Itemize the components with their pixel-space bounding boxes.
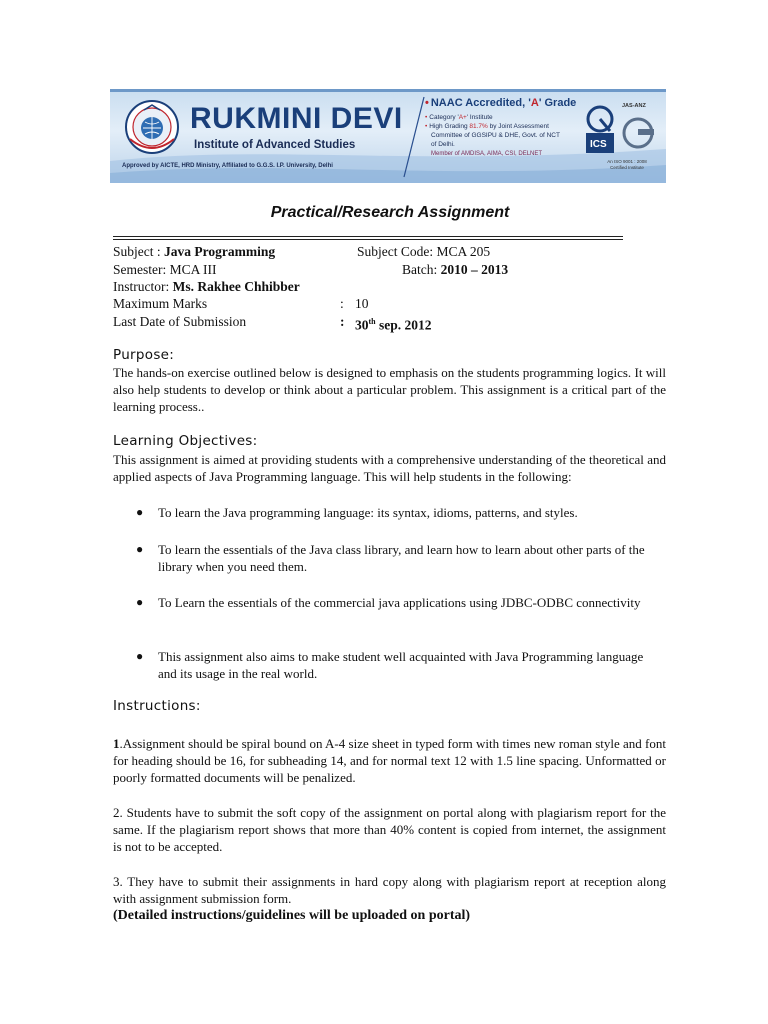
institution-subtitle: Institute of Advanced Studies xyxy=(194,139,356,151)
list-item-text: To Learn the essentials of the commercial java applications using JDBC-ODBC connectivity xyxy=(158,595,641,610)
instructor-value: Ms. Rakhee Chhibber xyxy=(172,279,300,294)
semester-value: MCA III xyxy=(169,262,217,277)
grading-suffix: by Joint Assessment xyxy=(487,123,549,130)
instructor-label: Instructor: xyxy=(113,279,173,294)
objectives-heading: Learning Objectives: xyxy=(113,433,258,449)
list-item-text: To learn the essentials of the Java class library, and learn how to learn about other parts of the library when you need them. xyxy=(158,542,645,574)
instructions-heading: Instructions: xyxy=(113,698,201,714)
grading-percent: 81.7% xyxy=(469,123,488,130)
member-line: Member of AMDISA, AIMA, CSI, DELNET xyxy=(431,151,543,157)
naac-grade: A xyxy=(530,97,539,109)
batch-row xyxy=(402,262,508,278)
semester-label: Semester: xyxy=(113,262,170,277)
purpose-heading: Purpose: xyxy=(113,347,175,363)
last-date-rest: sep. 2012 xyxy=(375,317,432,333)
subject-code-label: Subject Code: xyxy=(357,244,437,259)
subject-row xyxy=(113,244,275,260)
institution-banner xyxy=(110,89,666,183)
iso-line-1: An ISO 9001 : 2008 xyxy=(607,159,647,164)
category-prefix: Category ' xyxy=(429,114,459,121)
naac-accreditation xyxy=(425,97,585,109)
last-date-label: Last Date of Submission xyxy=(113,314,247,329)
document-title: Practical/Research Assignment xyxy=(270,204,510,221)
subject-code-row xyxy=(357,244,490,260)
last-date-sep xyxy=(340,314,345,330)
naac-suffix: ' Grade xyxy=(538,97,577,109)
accreditation-block xyxy=(425,97,585,157)
bullet-icon: ● xyxy=(136,595,144,609)
last-date-suffix: th xyxy=(368,317,376,326)
last-date-value xyxy=(355,314,432,334)
subject-value: Java Programming xyxy=(164,244,276,259)
max-marks-value: 10 xyxy=(355,296,369,311)
category-grade: A+ xyxy=(458,114,467,121)
college-seal-icon xyxy=(124,99,180,155)
instruction-item-2: 2. Students have to submit the soft copy of the assignment on portal along with plagiarism report for the same. If the plagiarism report shows that more than 40% content is copied from internet, the assignment is not to be accepted. xyxy=(113,805,666,855)
semester-row xyxy=(113,262,217,278)
grading-line-3: of Delhi. xyxy=(431,141,455,148)
instruction-item-3: 3. They have to submit their assignments in hard copy along with plagiarism report at reception along with assignment submission form. xyxy=(113,874,666,907)
detailed-instructions-note: (Detailed instructions/guidelines will be uploaded on portal) xyxy=(113,908,471,923)
institution-name: RUKMINI DEVI xyxy=(190,102,403,135)
bullet-icon: • xyxy=(425,123,428,130)
bullet-icon: ● xyxy=(136,649,144,663)
purpose-text: The hands-on exercise outlined below is designed to emphasis on the students programming logics. It will also help students to develop or think about a particular problem. This assignment is a critical part of the learning process.. xyxy=(113,365,666,415)
grading-line-2: Committee of GGSIPU & DHE, Govt. of NCT xyxy=(431,132,560,139)
instruction-item-1 xyxy=(113,735,666,787)
bullet-icon: ● xyxy=(136,505,144,519)
naac-prefix: NAAC Accredited, ' xyxy=(430,97,531,109)
list-item-text: This assignment also aims to make student well acquainted with Java Programming language and its usage in the real world. xyxy=(158,649,644,681)
title-rule-bottom xyxy=(113,239,623,240)
approval-line: Approved by AICTE, HRD Ministry, Affiliated to G.G.S. I.P. University, Delhi xyxy=(122,163,333,169)
instructor-row xyxy=(113,279,300,295)
max-marks-sep: : xyxy=(340,296,344,311)
last-date-colon: : xyxy=(340,314,345,329)
category-line xyxy=(425,113,585,122)
last-date-day: 30 xyxy=(355,317,369,333)
batch-value: 2010 – 2013 xyxy=(440,262,509,277)
bullet-icon: • xyxy=(425,97,429,109)
max-marks-label: Maximum Marks xyxy=(113,296,208,311)
ics-label: ICS xyxy=(590,139,607,150)
instruction-1-text: .Assignment should be spiral bound on A-4 size sheet in typed form with times new roman style and font for heading should be 16, for subheading 14, and for normal text 12 with 1.5 line spacing. Unformatted or poorly formatted documents will be penalized. xyxy=(113,736,666,786)
subject-code-value: MCA 205 xyxy=(436,244,491,259)
jas-anz-logo-icon xyxy=(586,103,660,159)
category-suffix: ' Institute xyxy=(466,114,493,121)
jas-anz-label: JAS-ANZ xyxy=(622,103,646,109)
bullet-icon: ● xyxy=(136,542,144,556)
iso-line-2: Certified Institute xyxy=(610,165,644,170)
grading-line xyxy=(425,122,585,131)
list-item-text: To learn the Java programming language: its syntax, idioms, patterns, and styles. xyxy=(158,505,578,520)
title-rule-top xyxy=(113,236,623,237)
certification-logos xyxy=(586,103,660,173)
subject-label: Subject : xyxy=(113,244,164,259)
grading-prefix: High Grading xyxy=(429,123,470,130)
objectives-intro: This assignment is aimed at providing students with a comprehensive understanding of the theoretical and applied aspects of Java Programming language. This will help students in the following: xyxy=(113,452,666,485)
batch-label: Batch: xyxy=(402,262,441,277)
bullet-icon: • xyxy=(425,114,428,121)
instruction-1-number: 1 xyxy=(113,736,120,751)
